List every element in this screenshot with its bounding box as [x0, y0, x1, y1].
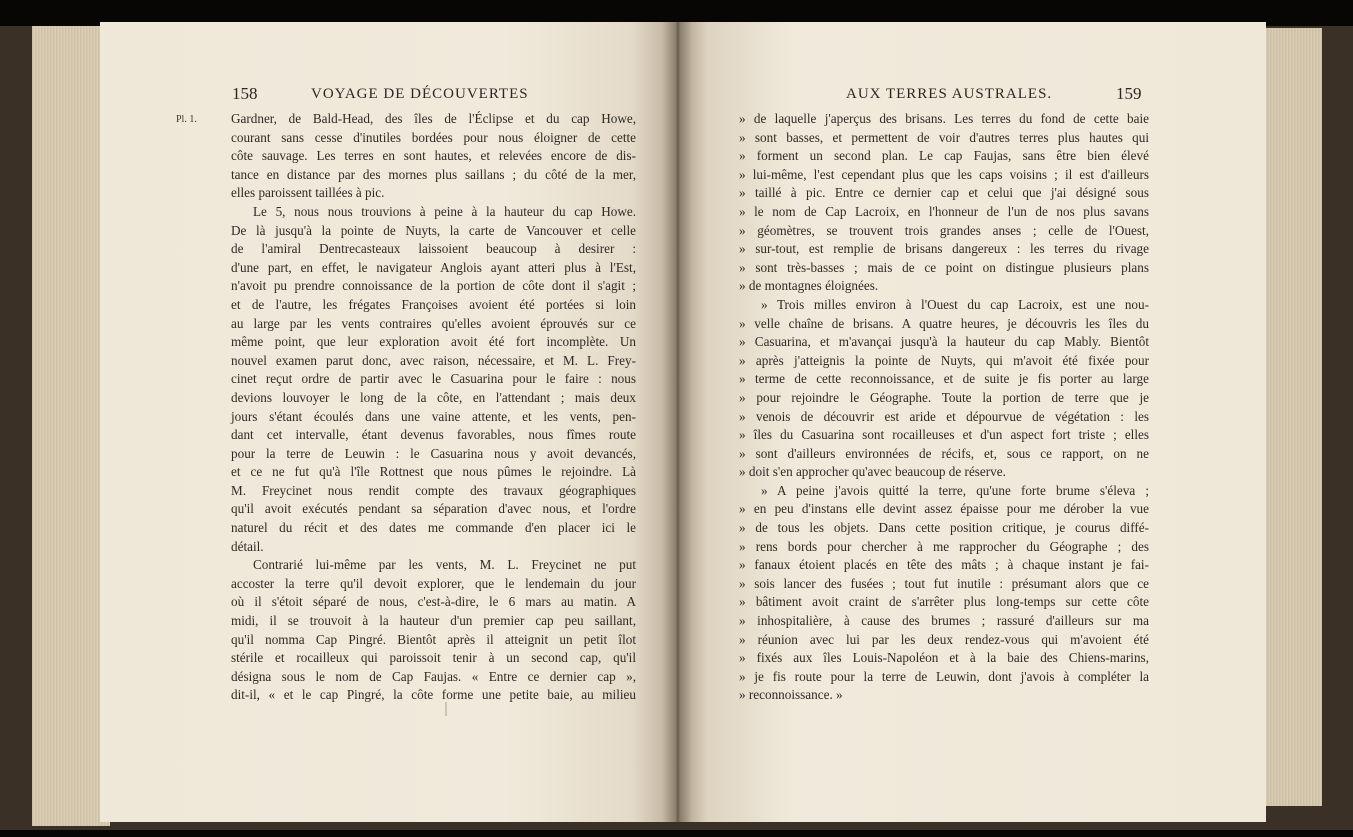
text-line: » bâtiment avoit craint de s'arrêter plus long-temps sur cette côte [739, 594, 1149, 610]
left-running-head: VOYAGE DE DÉCOUVERTES [311, 86, 529, 102]
text-line: » après j'atteignis la pointe de Nuyts, qui m'avoit été fixée pour [739, 352, 1149, 368]
left-page-stack [32, 26, 110, 826]
text-line: » sont très-basses ; mais de ce point on distingue plusieurs plans [739, 259, 1149, 275]
text-line: » de tous les objets. Dans cette position critique, je courus diffé- [739, 520, 1149, 536]
text-line: » le nom de Cap Lacroix, en l'honneur de l'un de nos plus savans [739, 203, 1149, 219]
text-line: dit-il, « et le cap Pingré, la côte forme une petite baie, au milieu [231, 687, 636, 703]
left-page-number: 158 [232, 84, 258, 103]
text-line: » doit s'en approcher qu'avec beaucoup de réserve. [739, 464, 1006, 480]
text-line: pour la terre de Leuwin : le Casuarina nous y avoit devancés, [231, 445, 636, 461]
text-line: jours s'étant écoulés dans une vaine attente, et les vents, pen- [231, 408, 636, 424]
text-line: au large par les vents contraires qu'elles avoient éprouvés sur ce [231, 315, 636, 331]
text-line: » reconnoissance. » [739, 687, 843, 703]
text-line: » velle chaîne de brisans. A quatre heures, je découvris les îles du [739, 315, 1149, 331]
text-line: côte sauvage. Les terres en sont hautes, et relevées encore de dis- [231, 148, 636, 164]
text-line: » venois de découvrir est aride et dépourvue de végétation : les [739, 408, 1149, 424]
text-line: » en peu d'instans elle devint assez épaisse pour me dérober la vue [739, 501, 1149, 517]
text-line: » forment un second plan. Le cap Faujas, sans être bien élevé [739, 148, 1149, 164]
text-line: stérile et rocailleux qui paroissoit tenir à un second cap, qu'il [231, 650, 636, 666]
text-line: d'une part, en effet, le navigateur Anglois ayant atteri plus à l'Est, [231, 259, 636, 275]
text-line: qu'il avoit exécutés pendant sa séparation d'avec nous, et l'ordre [231, 501, 636, 517]
text-line: tance en distance par des mornes plus saillans ; du côté de la mer, [231, 166, 636, 182]
text-line: où il s'étoit séparé de nous, c'est-à-dire, le 6 mars au matin. A [231, 594, 636, 610]
text-line: » pour rejoindre le Géographe. Toute la portion de terre que je [739, 389, 1149, 405]
text-line: » sur-tout, est remplie de brisans dangereux : les terres du rivage [739, 241, 1149, 257]
text-line: qu'il nomma Cap Pingré. Bientôt après il atteignit un petit îlot [231, 631, 636, 647]
text-line: devions louvoyer le long de la côte, en l'attendant ; mais deux [231, 389, 636, 405]
text-line: » de laquelle j'aperçus des brisans. Les terres du fond de cette baie [739, 111, 1149, 126]
text-line: cinet reçut ordre de partir avec le Casuarina pour le faire : nous [231, 371, 636, 387]
text-line: » je fis route pour la terre de Leuwin, dont j'avois à compléter la [739, 668, 1149, 684]
text-line: » terme de cette reconnoissance, et de suite je fis porter au large [739, 371, 1149, 387]
text-line: » Casuarina, et m'avançai jusqu'à la hauteur du cap Mably. Bientôt [739, 334, 1149, 350]
text-line: Contrarié lui-même par les vents, M. L. Freycinet ne put [253, 557, 636, 573]
text-line: nouvel examen parut donc, avec raison, nécessaire, et M. L. Frey- [231, 352, 636, 368]
text-line: » rens bords pour chercher à me rapprocher du Géographe ; des [739, 538, 1149, 554]
text-line: et ce ne fut qu'à l'île Rottnest que nous pûmes le rejoindre. Là [231, 464, 636, 480]
text-line: » géomètres, se trouvent trois grandes anses ; celle de l'Ouest, [739, 222, 1149, 238]
text-line: accoster la terre qu'il devoit explorer, que le lendemain du jour [231, 575, 636, 591]
text-line: de l'amiral Dentrecasteaux laissoient beaucoup à desirer : [231, 241, 636, 257]
text-line: Le 5, nous nous trouvions à peine à la hauteur du cap Howe. [253, 203, 636, 219]
text-line: » inhospitalière, à cause des brumes ; rassuré d'ailleurs sur ma [739, 613, 1149, 629]
text-line: » îles du Casuarina sont rocailleuses et d'un aspect fort triste ; elles [739, 427, 1149, 443]
text-line: même point, que leur exploration avoit été fort incomplète. Un [231, 334, 636, 350]
text-line: » de montagnes éloignées. [739, 278, 879, 294]
text-line: naturel du récit et des dates me commande d'en placer ici le [231, 520, 636, 536]
text-line: elles paroissent taillées à pic. [231, 185, 385, 201]
text-line: » sont d'ailleurs environnées de récifs, et, sous ce rapport, on ne [739, 445, 1149, 461]
text-line: » sois lancer des fusées ; tout fut inutile : présumant alors que ce [739, 575, 1149, 591]
right-page-number: 159 [1116, 84, 1142, 103]
text-line: » Trois milles environ à l'Ouest du cap Lacroix, est une nou- [761, 296, 1149, 312]
right-body-text [739, 110, 1149, 705]
text-line: » lui-même, l'est cependant plus que les caps voisins ; il est d'ailleurs [739, 166, 1149, 182]
text-line: courant sans cesse d'inutiles bordées pour nous éloigner de cette [231, 129, 636, 145]
left-body-text [231, 110, 636, 705]
book-gutter [662, 22, 692, 822]
text-line: détail. [231, 538, 264, 554]
text-line: » taillé à pic. Entre ce dernier cap et celui que j'ai désigné sous [739, 185, 1149, 201]
text-line: Gardner, de Bald-Head, des îles de l'Éclipse et du cap Howe, [231, 111, 636, 126]
right-running-head: AUX TERRES AUSTRALES. [846, 86, 1053, 102]
text-line: » fixés aux îles Louis-Napoléon et à la baie des Chiens-marins, [739, 650, 1149, 666]
text-line: De là jusqu'à la pointe de Nuyts, la carte de Vancouver et celle [231, 222, 636, 238]
text-line: » A peine j'avois quitté la terre, qu'une forte brume s'éleva ; [761, 482, 1149, 498]
text-line: désigna sous le nom de Cap Faujas. « Entre ce dernier cap », [231, 668, 636, 684]
text-line: M. Freycinet nous rendit compte des travaux géographiques [231, 482, 636, 498]
text-line: et de l'autre, les frégates Françoises avoient été portées si loin [231, 296, 636, 312]
text-line: n'avoit pu prendre connoissance de la portion de côte dont il s'agit ; [231, 278, 636, 294]
paper-mark [445, 702, 447, 716]
text-line: » sont basses, et permettent de voir d'autres terres plus hautes qui [739, 129, 1149, 145]
text-line: » fanaux étoient placés en tête des mâts ; à chaque instant je fai- [739, 557, 1149, 573]
right-page-stack [1258, 28, 1322, 806]
text-line: midi, il se trouvoit à la hauteur d'un premier cap peu saillant, [231, 613, 636, 629]
text-line: » réunion avec lui par les deux rendez-vous qui m'avoient été [739, 631, 1149, 647]
text-line: dant cet intervalle, étant devenus favorables, nous fîmes route [231, 427, 636, 443]
plate-margin-note: Pl. 1. [176, 114, 197, 125]
